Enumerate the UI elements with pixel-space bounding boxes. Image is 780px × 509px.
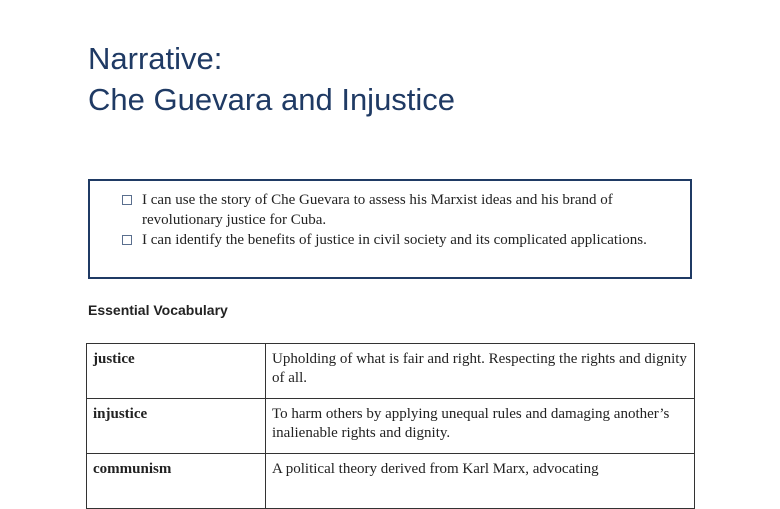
vocabulary-table — [86, 343, 695, 509]
title-line-2: Che Guevara and Injustice — [88, 82, 456, 117]
title-line-1: Narrative: — [88, 41, 223, 76]
objective-item — [122, 230, 682, 250]
checkbox[interactable] — [122, 235, 132, 245]
vocab-term: communism — [87, 454, 266, 509]
vocab-definition: To harm others by applying unequal rules and damaging another’s inalienable rights and dignity. — [266, 399, 695, 454]
vocab-term: justice — [87, 344, 266, 399]
vocabulary-heading: Essential Vocabulary — [88, 302, 228, 318]
objective-text: I can identify the benefits of justice in civil society and its complicated applications. — [142, 232, 647, 248]
table-row — [87, 399, 695, 454]
vocab-term: injustice — [87, 399, 266, 454]
table-row — [87, 454, 695, 509]
objective-text: I can use the story of Che Guevara to assess his Marxist ideas and his brand of revolutionary justice for Cuba. — [142, 192, 613, 228]
page-title — [88, 38, 455, 120]
vocab-definition: Upholding of what is fair and right. Respecting the rights and dignity of all. — [266, 344, 695, 399]
objective-item — [122, 190, 682, 230]
table-row — [87, 344, 695, 399]
learning-objectives-box — [88, 179, 692, 279]
checkbox[interactable] — [122, 195, 132, 205]
vocab-definition: A political theory derived from Karl Marx, advocating — [266, 454, 695, 509]
